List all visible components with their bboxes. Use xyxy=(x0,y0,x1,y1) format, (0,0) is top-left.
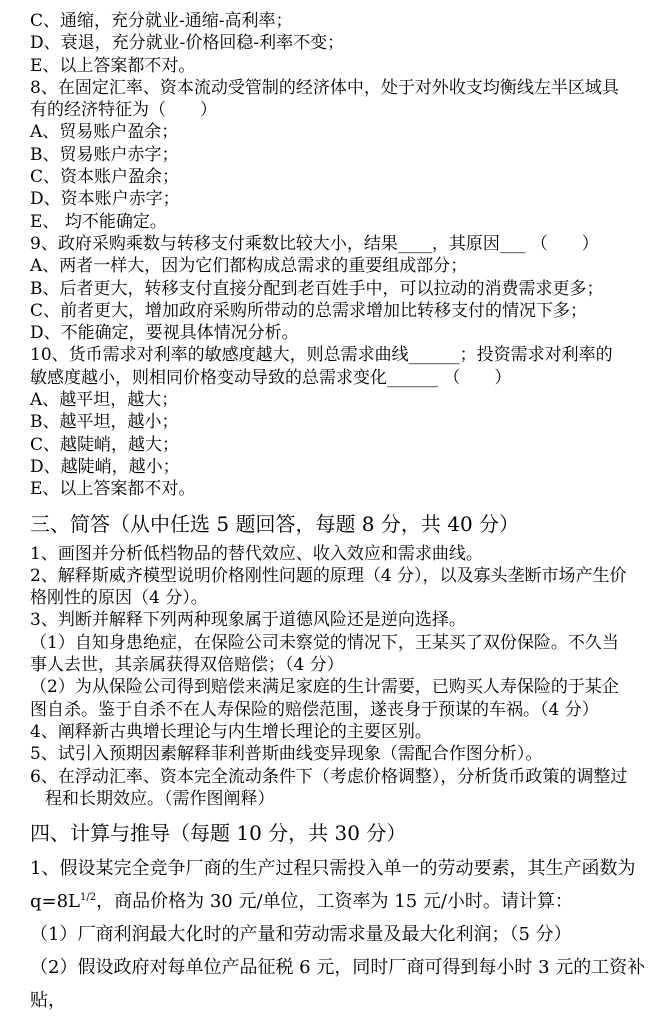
q10-option-c: C、越陡峭，越大； xyxy=(30,434,180,455)
section-3-heading: 三、简答（从中任选 5 题回答，每题 8 分，共 40 分） xyxy=(30,511,520,536)
sq-q3-item-1-line-2: 事人去世，其亲属获得双倍赔偿；（4 分） xyxy=(30,655,344,676)
sq-q3-item-1-line-1: （1）自知身患绝症，在保险公司未察觉的情况下，王某买了双份保险。不久当 xyxy=(30,632,619,653)
calc-question-1-line-1: 1、假设某完全竞争厂商的生产过程只需投入单一的劳动要素，其生产函数为 xyxy=(30,858,636,880)
calc-question-1-formula-line xyxy=(30,885,648,918)
q8-option-b: B、贸易账户赤字； xyxy=(30,144,179,165)
question-8-line-1: 8、在固定汇率、资本流动受管制的经济体中，处于对外收支均衡线左半区域具 xyxy=(30,77,619,98)
q9-option-b: B、后者更大，转移支付直接分配到老百姓手中，可以拉动的消费需求更多； xyxy=(30,278,604,299)
sq-question-5: 5、试引入预期因素解释菲利普斯曲线变异现象（需配合作图分析）。 xyxy=(30,744,543,765)
formula-text: q=8L xyxy=(30,891,81,913)
q8-option-d: D、资本账户赤字； xyxy=(30,189,180,210)
superscript-exponent: 1/2 xyxy=(80,892,97,904)
sq-q3-item-2-line-1: （2）为从保险公司得到赔偿来满足家庭的生计需要，已购买人寿保险的于某企 xyxy=(30,677,619,698)
question-10-line-1: 10、货币需求对利率的敏感度越大，则总需求曲线______；投资需求对利率的 xyxy=(30,345,613,366)
q10-option-e: E、以上答案都不对。 xyxy=(30,479,196,500)
calc-q1-part-1: （1）厂商利润最大化时的产量和劳动需求量及最大化利润；（5 分） xyxy=(30,924,572,946)
sq-question-1: 1、画图并分析低档物品的替代效应、收入效应和需求曲线。 xyxy=(30,543,483,564)
question-8-line-2: 有的经济特征为（ ） xyxy=(30,100,217,121)
sq-question-6-line-1: 6、在浮动汇率、资本完全流动条件下（考虑价格调整），分析货币政策的调整过 xyxy=(30,766,628,787)
option-d: D、衰退，充分就业-价格回稳-利率不变； xyxy=(30,33,345,54)
question-9: 9、政府采购乘数与转移支付乘数比较大小，结果____，其原因___ （ ） xyxy=(30,233,599,254)
sq-question-2-line-2: 格刚性的原因（4 分）。 xyxy=(30,588,208,609)
sq-question-3: 3、判断并解释下列两种现象属于道德风险还是逆向选择。 xyxy=(30,610,466,631)
sq-question-6-line-2: 程和长期效应。（需作图阐释） xyxy=(45,788,275,809)
q10-option-b: B、越平坦，越小； xyxy=(30,412,179,433)
q10-option-d: D、越陡峭，越小； xyxy=(30,456,180,477)
question-10-line-2: 敏感度越小，则相同价格变动导致的总需求变化______ （ ） xyxy=(30,367,512,388)
section-4-heading: 四、计算与推导（每题 10 分，共 30 分） xyxy=(30,821,407,846)
q9-option-c: C、前者更大，增加政府采购所带动的总需求增加比转移支付的情况下多； xyxy=(30,300,588,321)
q8-option-e: E、 均不能确定。 xyxy=(30,211,167,232)
formula-text: ，商品价格为 30 元/单位，工资率为 15 元/小时。请计算： xyxy=(96,891,573,913)
sq-question-4: 4、阐释新古典增长理论与内生增长理论的主要区别。 xyxy=(30,721,432,742)
option-e: E、以上答案都不对。 xyxy=(30,55,196,76)
sq-question-2-line-1: 2、解释斯威齐模型说明价格刚性问题的原理（4 分），以及寡头垄断市场产生价 xyxy=(30,565,627,586)
q8-option-c: C、资本账户盈余； xyxy=(30,167,180,188)
sq-q3-item-2-line-2: 图自杀。鉴于自杀不在人寿保险的赔偿范围，遂丧身于预谋的车祸。（4 分） xyxy=(30,699,599,720)
q9-option-d: D、不能确定，要视具体情况分析。 xyxy=(30,323,299,344)
calc-q1-part-2: （2）假设政府对每单位产品征税 6 元，同时厂商可得到每小时 3 元的工资补贴， xyxy=(30,957,646,1012)
option-c: C、通缩，充分就业-通缩-高利率； xyxy=(30,11,293,31)
q8-option-a: A、贸易账户盈余； xyxy=(30,122,179,143)
q9-option-a: A、两者一样大，因为它们都构成总需求的重要组成部分； xyxy=(30,256,468,277)
q10-option-a: A、越平坦，越大； xyxy=(30,390,179,411)
